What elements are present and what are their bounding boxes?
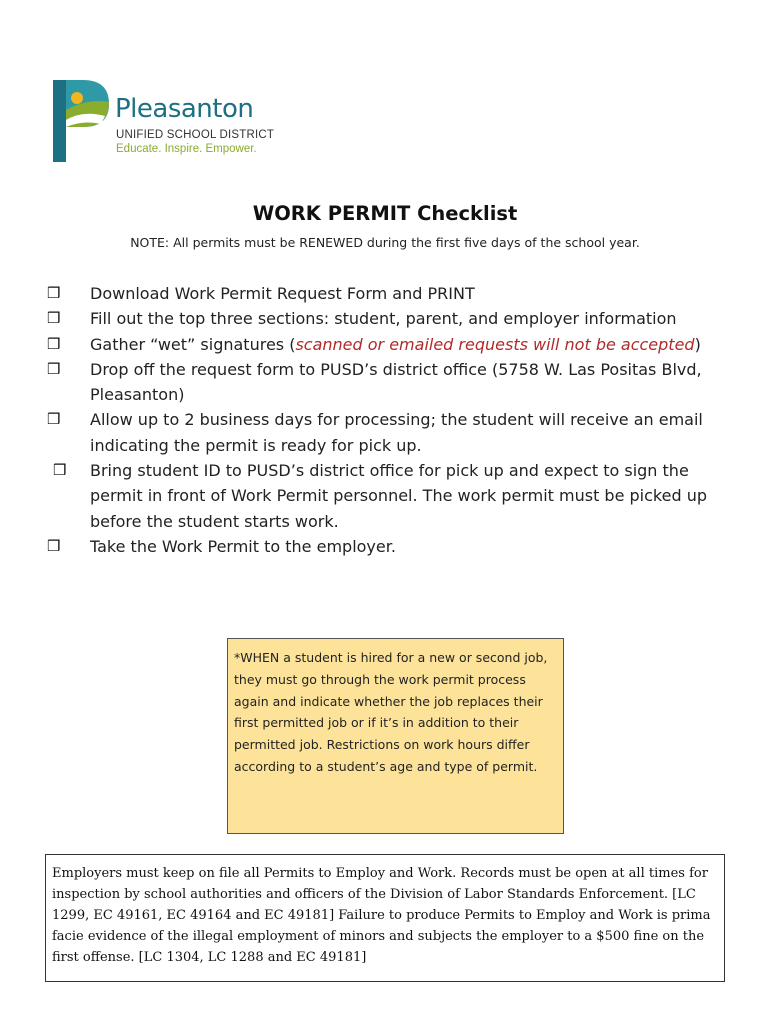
logo-mark-icon — [53, 80, 113, 162]
checklist-item — [45, 332, 735, 357]
checkbox-icon: ❒ — [47, 359, 61, 378]
checkbox-icon: ❒ — [47, 410, 61, 429]
checklist-item-text: Download Work Permit Request Form and PRINT — [90, 284, 475, 303]
checkbox-icon: ❒ — [47, 334, 61, 353]
logo-subtitle: UNIFIED SCHOOL DISTRICT — [116, 129, 275, 141]
checklist-item-text: Fill out the top three sections: student, parent, and employer information — [90, 309, 677, 329]
checklist-item — [45, 357, 735, 408]
checklist-item-text: Drop off the request form to PUSD’s district office (5758 W. Las Positas Blvd, Pleasanton) — [90, 359, 702, 405]
checklist-item-text: Bring student ID to PUSD’s district office for pick up and expect to sign the permit in front of Work Permit personnel. The work permit must be picked up before the student starts work. — [90, 461, 707, 531]
logo-tagline: Educate. Inspire. Empower. — [116, 143, 257, 155]
checklist-item-text-end: ) — [694, 334, 701, 354]
renewal-note: NOTE: All permits must be RENEWED during the first five days of the school year. — [130, 235, 640, 250]
checklist-item-text: Allow up to 2 business days for processing; the student will receive an email indicating the permit is ready for pick up. — [90, 410, 703, 455]
checklist-item-text: Gather “wet” signatures ( — [90, 334, 296, 354]
checklist-item — [45, 407, 735, 458]
checkbox-icon: ❒ — [53, 461, 67, 480]
checklist — [45, 281, 735, 559]
checklist-item-text: Take the Work Permit to the employer. — [90, 536, 396, 556]
checkbox-icon: ❒ — [47, 536, 61, 555]
checklist-item-warning: scanned or emailed requests will not be accepted — [295, 334, 695, 354]
checklist-item — [45, 534, 735, 559]
page-title: WORK PERMIT Checklist — [252, 202, 518, 225]
new-job-note-box: *WHEN a student is hired for a new or second job, they must go through the work permit process again and indicate whether the job replaces their first permitted job or if it’s in addition to their permitted job. Restrictions on work hours differ according to a student’s age and type of permit. — [227, 638, 564, 834]
checkbox-icon: ❒ — [47, 284, 61, 302]
checklist-item — [45, 306, 735, 331]
checkbox-icon: ❒ — [47, 309, 61, 328]
logo-name: Pleasanton — [115, 94, 254, 124]
employer-legal-notice: Employers must keep on file all Permits to Employ and Work. Records must be open at all times for inspection by school authorities and officers of the Division of Labor Standards Enforcement. [LC 1299, EC 49161, EC 49164 and EC 49181] Failure to produce Permits to Employ and Work is prima facie evidence of the illegal employment of minors and subjects the employer to a $500 fine on the first offense. [LC 1304, LC 1288 and EC 49181] — [45, 854, 725, 982]
district-logo — [53, 80, 283, 162]
checklist-item — [45, 458, 735, 534]
checklist-item — [45, 281, 735, 306]
